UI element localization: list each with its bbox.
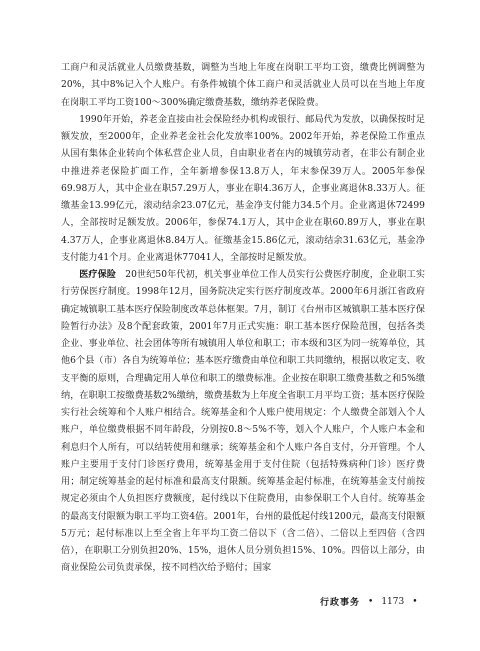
paragraph-pension-payment: 1990年开始，养老金直接由社会保险经办机构或银行、邮局代为发放，以确保按时足额发放，至2000年，企业养老金社会化发放率100%。2002年开始，养老保险工作重点从国有集体企业转向个体私营企业人员，自由职业者在内的城镇劳动者，在非公有制企业中推进养老保险扩面工作，全年新增参保13.8万人，年末参保39万人。2005年参保69.98万人，其中企业在职57.29万人，事业在职4.36万人，企事业离退休8.33万人。征缴基金13.99亿元，滚动结余23.07亿元，基金净支付能力34.5个月。企业离退休72499人，全部按时足额发放。2006年，参保74.1万人，其中企业在职60.89万人，事业在职4.37万人，企事业离退休8.84万人。征缴基金15.86亿元，滚动结余31.63亿元，基金净支付能力41个月。企业离退休77041人，全部按时足额发放。 bbox=[61, 114, 425, 263]
body-text bbox=[61, 60, 425, 578]
footer-section-title: 行政事务 bbox=[320, 598, 361, 608]
page-footer bbox=[320, 595, 430, 608]
paragraph-pension-contribution: 工商户和灵活就业人员缴费基数，调整为当地上年度在岗职工平均工资，缴费比例调整为20%，其中8%记入个人账户。有条件城镇个体工商户和灵活就业人员可以在当地上年度在岗职工平均工资100～300%确定缴费基数，缴纳养老保险费。 bbox=[61, 63, 425, 108]
footer-dot: • bbox=[412, 596, 418, 607]
paragraph-medical-insurance-text: 20世纪50年代初，机关事业单位工作人员实行公费医疗制度，企业职工实行劳保医疗制度。1998年12月，国务院决定实行医疗制度改革。2000年6月浙江省政府确定城镇职工基本医疗保险制度改革总体框架。7月，制订《台州市区城镇职工基本医疗保险暂行办法》及8个配套政策，2001年7月正式实施：职工基本医疗保险范围，包括各类企业、事业单位、社会团体等所有城镇用人单位和职工；市本级和3区为同一统筹单位，其他6个县（市）各自为统筹单位；基本医疗缴费由单位和职工共同缴纳，根据以收定支、收支平衡的原则，合理确定用人单位和职工的缴费标准。企业按在职职工缴费基数之和5%缴纳，在职职工按缴费基数2%缴纳，缴费基数为上年度全省职工月平均工资；基本医疗保险实行社会统筹和个人账户相结合。统筹基金和个人账户使用规定：个人缴费全部划入个人账户，单位缴费根据不同年龄段，分别按0.8～5%不等，划入个人账户，个人账户本金和利息归个人所有，可以结转使用和继承；统筹基金和个人账户各自支付，分开管理。个人账户主要用于支付门诊医疗费用，统筹基金用于支付住院（包括特殊病种门诊）医疗费用；制定统筹基金的起付标准和最高支付限额。统筹基金起付标准，在统筹基金支付前按规定必须由个人负担医疗费额度，起付线以下住院费用，由参保职工个人自付。统筹基金的最高支付限额为职工平均工资4倍。2001年，台州的最低起付线1200元，最高支付限额5万元；起付标准以上至全省上年平均工资二倍以下（含二倍）、二倍以上至四倍（含四倍），在职职工分别负担20%、15%，退休人员分别负担15%、10%。四倍以上部分，由商业保险公司负责承保，按不同档次给予赔付；国家 bbox=[61, 270, 425, 574]
paragraph-medical-insurance bbox=[61, 267, 425, 578]
page-number: 1173 bbox=[381, 596, 405, 607]
footer-bullet: • bbox=[368, 596, 374, 607]
section-heading-medical-insurance: 医疗保险 bbox=[79, 270, 117, 280]
